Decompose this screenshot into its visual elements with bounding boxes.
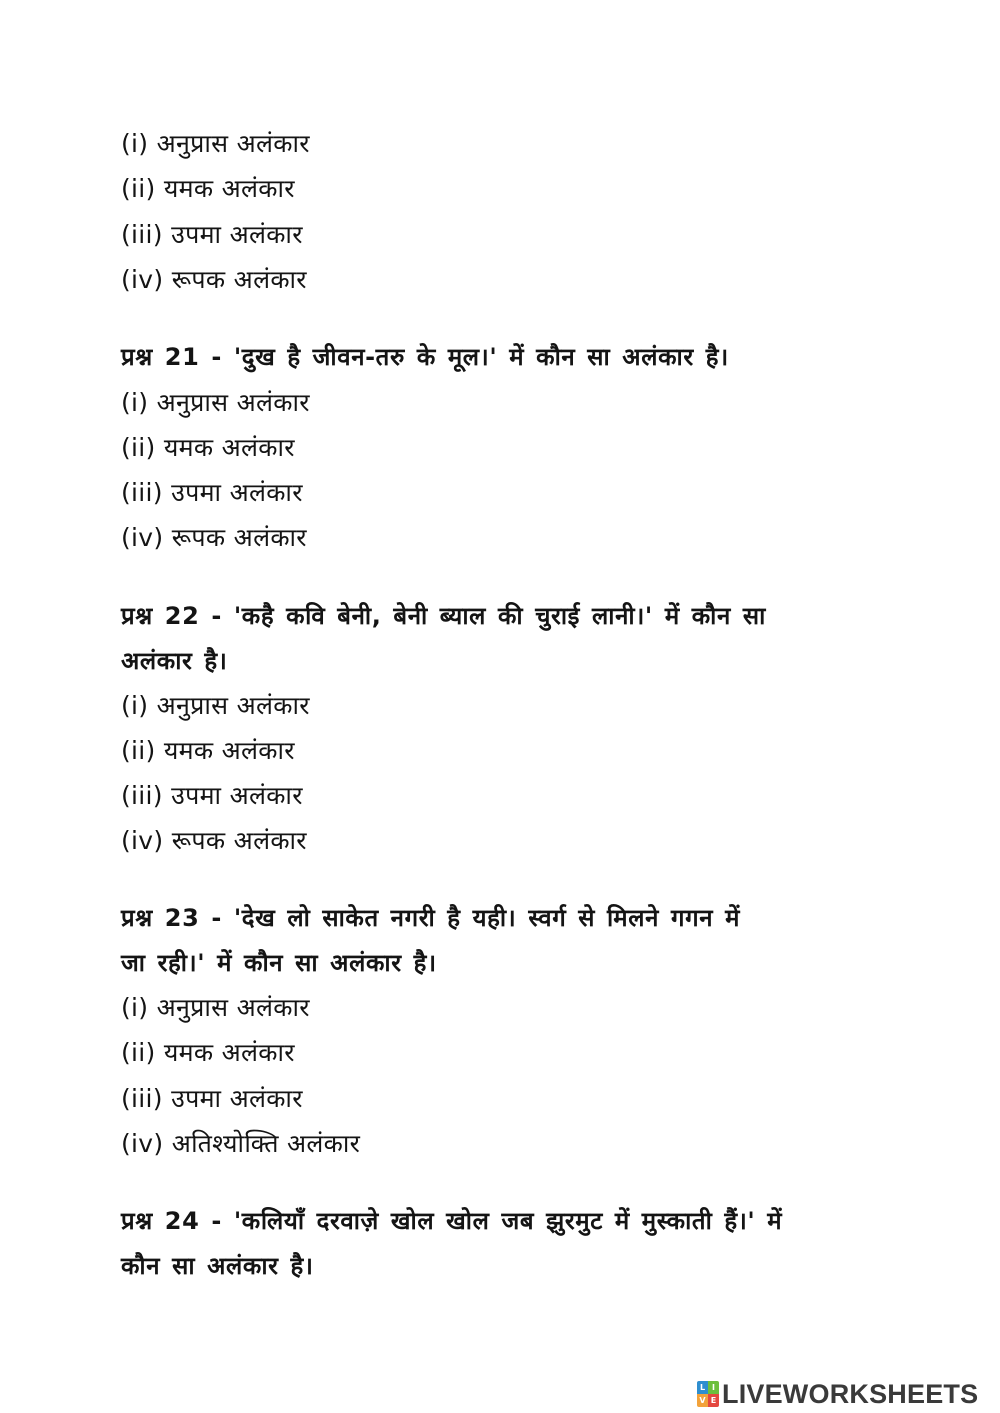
q23-option-3: (iii) उपमा अलंकार bbox=[121, 1084, 303, 1113]
q21-option-3: (iii) उपमा अलंकार bbox=[121, 478, 303, 507]
q22-option-2: (ii) यमक अलंकार bbox=[121, 736, 295, 765]
q21-option-1: (i) अनुप्रास अलंकार bbox=[121, 388, 310, 417]
question-22-line-2: अलंकार है। bbox=[121, 647, 228, 675]
top-option-4: (iv) रूपक अलंकार bbox=[121, 265, 307, 294]
q21-option-2: (ii) यमक अलंकार bbox=[121, 433, 295, 462]
q23-option-1: (i) अनुप्रास अलंकार bbox=[121, 993, 310, 1022]
q23-option-2: (ii) यमक अलंकार bbox=[121, 1038, 295, 1067]
question-23-line-1: प्रश्न 23 - 'देख लो साकेत नगरी है यही। स्वर्ग से मिलने गगन में bbox=[121, 904, 741, 932]
question-24-line-2: कौन सा अलंकार है। bbox=[121, 1252, 314, 1280]
q22-option-4: (iv) रूपक अलंकार bbox=[121, 826, 307, 855]
q21-option-4: (iv) रूपक अलंकार bbox=[121, 523, 307, 552]
liveworksheets-logo bbox=[697, 1378, 978, 1410]
liveworksheets-wordmark: LIVEWORKSHEETS bbox=[722, 1378, 979, 1409]
top-option-2: (ii) यमक अलंकार bbox=[121, 174, 295, 203]
question-23-line-2: जा रही।' में कौन सा अलंकार है। bbox=[121, 949, 437, 977]
top-option-3: (iii) उपमा अलंकार bbox=[121, 220, 303, 249]
q22-option-1: (i) अनुप्रास अलंकार bbox=[121, 691, 310, 720]
question-22-line-1: प्रश्न 22 - 'कहै कवि बेनी, बेनी ब्याल की चुराई लानी।' में कौन सा bbox=[121, 602, 766, 630]
question-24-line-1: प्रश्न 24 - 'कलियाँ दरवाज़े खोल खोल जब झुरमुट में मुस्काती हैं।' में bbox=[121, 1207, 783, 1235]
live-squares-icon: L I V E bbox=[697, 1381, 719, 1407]
question-21: प्रश्न 21 - 'दुख है जीवन-तरु के मूल।' में कौन सा अलंकार है। bbox=[121, 343, 729, 371]
q23-option-4: (iv) अतिश्योक्ति अलंकार bbox=[121, 1129, 361, 1158]
q22-option-3: (iii) उपमा अलंकार bbox=[121, 781, 303, 810]
top-option-1: (i) अनुप्रास अलंकार bbox=[121, 129, 310, 158]
